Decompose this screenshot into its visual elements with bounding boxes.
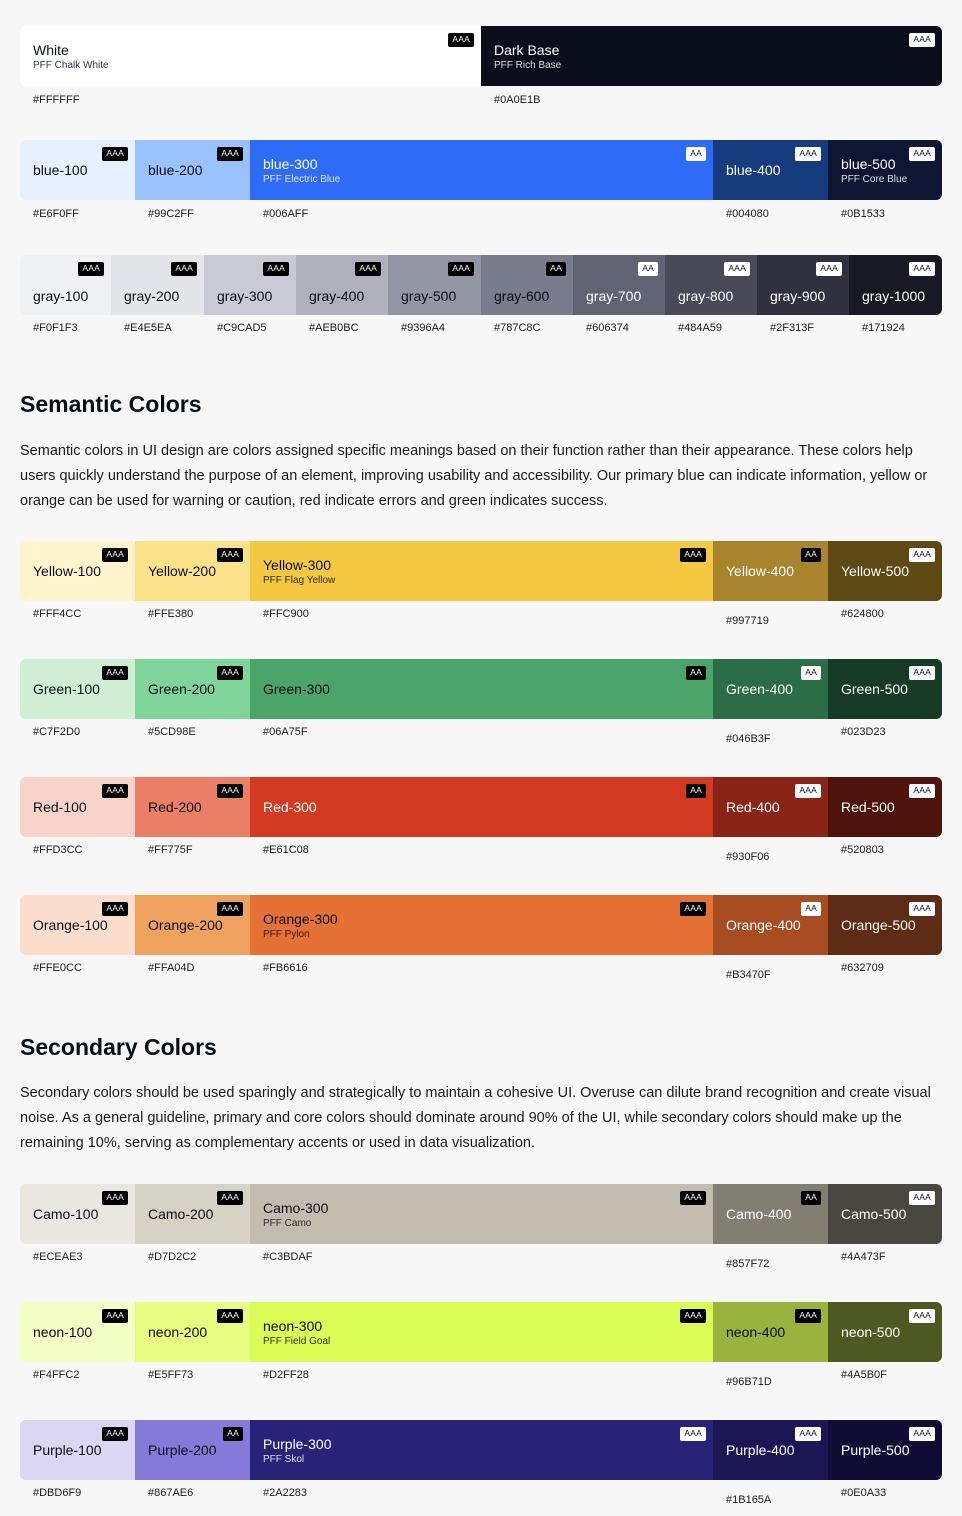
hex-code: #520803 [841, 844, 884, 856]
swatch-blue-500 [828, 140, 942, 200]
swatch-name: neon-100 [33, 1324, 93, 1340]
swatch-neon-500 [828, 1302, 942, 1362]
swatch-name: Purple-500 [841, 1442, 910, 1458]
swatch-dark base [481, 26, 942, 86]
swatch-gray-700 [573, 255, 665, 315]
swatch-name: Camo-200 [148, 1206, 214, 1222]
contrast-badge: AAA [909, 262, 935, 276]
swatch-blue-100 [20, 140, 135, 200]
swatch-name: Camo-400 [726, 1206, 792, 1222]
swatch-name: Yellow-200 [148, 563, 216, 579]
swatch-purple-500 [828, 1420, 942, 1480]
swatch-red-100 [20, 777, 135, 837]
swatch-name: Yellow-100 [33, 563, 101, 579]
swatch-gray-300 [204, 255, 296, 315]
swatch-name: Purple-200 [148, 1442, 217, 1458]
palette-blue [20, 140, 942, 200]
contrast-badge: AAA [448, 33, 474, 47]
swatch-name: Red-200 [148, 799, 202, 815]
contrast-badge: AA [801, 666, 821, 680]
swatch-camo-300 [250, 1184, 713, 1244]
swatch-name: blue-500 [841, 156, 896, 172]
swatch-name: Red-300 [263, 799, 317, 815]
palette-neon [20, 1302, 942, 1362]
contrast-badge: AAA [355, 262, 381, 276]
swatch-orange-300 [250, 895, 713, 955]
swatch-name: Red-500 [841, 799, 895, 815]
palette-green-hexes [20, 725, 942, 745]
contrast-badge: AAA [680, 1191, 706, 1205]
hex-code: #C9CAD5 [217, 322, 267, 334]
swatch-subtitle: PFF Field Goal [263, 1336, 331, 1347]
swatch-name: Orange-100 [33, 917, 108, 933]
hex-code: #2F313F [770, 322, 815, 334]
contrast-badge: AAA [795, 1427, 821, 1441]
swatch-white [20, 26, 481, 86]
contrast-badge: AAA [909, 784, 935, 798]
hex-code: #0B1533 [841, 208, 886, 220]
hex-code: #FFC900 [263, 608, 309, 620]
swatch-name: neon-300 [263, 1318, 323, 1334]
swatch-name: gray-900 [770, 288, 826, 304]
contrast-badge: AAA [217, 548, 243, 562]
swatch-subtitle: PFF Flag Yellow [263, 575, 336, 586]
contrast-badge: AAA [909, 1427, 935, 1441]
contrast-badge: AA [638, 262, 658, 276]
hex-code: #FFE380 [148, 608, 194, 620]
contrast-badge: AA [801, 548, 821, 562]
contrast-badge: AAA [217, 1191, 243, 1205]
contrast-badge: AAA [795, 784, 821, 798]
swatch-name: Green-100 [33, 681, 100, 697]
swatch-camo-100 [20, 1184, 135, 1244]
hex-code: #D7D2C2 [148, 1251, 197, 1263]
hex-code: #96B71D [726, 1376, 772, 1388]
swatch-orange-200 [135, 895, 250, 955]
contrast-badge: AAA [217, 784, 243, 798]
swatch-purple-300 [250, 1420, 713, 1480]
contrast-badge: AAA [724, 262, 750, 276]
swatch-name: Purple-100 [33, 1442, 102, 1458]
palette-blue-hexes [20, 207, 942, 221]
swatch-purple-200 [135, 1420, 250, 1480]
hex-code: #787C8C [494, 322, 541, 334]
swatch-name: Orange-400 [726, 917, 801, 933]
hex-code: #9396A4 [401, 322, 446, 334]
secondary-colors-description: Secondary colors should be used sparingly and strategically to maintain a cohesive UI. Overuse can dilute brand recognition and create visual noise. As a general guideline, primary and core colors should dominate around 90% of the UI, while secondary colors should make up the remaining 10%, serving as complementary accents or used in data visualization. [20, 1085, 931, 1151]
swatch-name: Orange-300 [263, 911, 338, 927]
hex-code: #997719 [726, 615, 769, 627]
hex-code: #C7F2D0 [33, 726, 81, 738]
hex-code: #ECEAE3 [33, 1251, 83, 1263]
swatch-yellow-500 [828, 541, 942, 601]
hex-code: #FFA04D [148, 962, 195, 974]
swatch-orange-100 [20, 895, 135, 955]
semantic-colors-heading: Semantic Colors [20, 391, 202, 417]
swatch-name: gray-200 [124, 288, 180, 304]
swatch-gray-100 [20, 255, 111, 315]
swatch-name: gray-400 [309, 288, 365, 304]
swatch-name: Yellow-400 [726, 563, 794, 579]
contrast-badge: AAA [217, 666, 243, 680]
swatch-name: neon-400 [726, 1324, 786, 1340]
contrast-badge: AAA [217, 902, 243, 916]
hex-code: #2A2283 [263, 1487, 308, 1499]
hex-code: #1B165A [726, 1494, 772, 1506]
hex-code: #FFF4CC [33, 608, 82, 620]
swatch-orange-500 [828, 895, 942, 955]
swatch-yellow-400 [713, 541, 828, 601]
hex-code: #0E0A33 [841, 1487, 887, 1499]
swatch-neon-100 [20, 1302, 135, 1362]
semantic-colors-description: Semantic colors in UI design are colors assigned specific meanings based on their function rather than their appearance. These colors help users quickly understand the purpose of an element, improving usability and accessibility. Our primary blue can indicate information, yellow or orange can be used for warning or caution, red indicate errors and green indicates success. [20, 443, 928, 509]
swatch-name: Camo-500 [841, 1206, 907, 1222]
swatch-name: Red-100 [33, 799, 87, 815]
contrast-badge: AAA [795, 1309, 821, 1323]
contrast-badge: AAA [78, 262, 104, 276]
swatch-name: blue-100 [33, 162, 88, 178]
swatch-name: gray-1000 [862, 288, 926, 304]
swatch-purple-100 [20, 1420, 135, 1480]
palette-purple-hexes [20, 1486, 942, 1506]
contrast-badge: AAA [909, 1191, 935, 1205]
swatch-name: Green-400 [726, 681, 793, 697]
hex-code: #4A5B0F [841, 1369, 887, 1381]
swatch-name: blue-400 [726, 162, 781, 178]
contrast-badge: AAA [102, 666, 128, 680]
swatch-green-100 [20, 659, 135, 719]
contrast-badge: AAA [909, 147, 935, 161]
contrast-badge: AAA [680, 548, 706, 562]
palette-orange-hexes [20, 961, 942, 981]
swatch-gray-800 [665, 255, 757, 315]
swatch-name: Green-200 [148, 681, 215, 697]
swatch-name: gray-300 [217, 288, 273, 304]
swatch-green-200 [135, 659, 250, 719]
swatch-subtitle: PFF Rich Base [494, 60, 562, 71]
swatch-camo-400 [713, 1184, 828, 1244]
hex-code: #E4E5EA [124, 322, 172, 334]
contrast-badge: AAA [909, 666, 935, 680]
swatch-subtitle: PFF Camo [263, 1218, 312, 1229]
hex-code: #606374 [586, 322, 629, 334]
palette-purple [20, 1420, 942, 1480]
palette-camo-hexes [20, 1250, 942, 1270]
swatch-name: Orange-500 [841, 917, 916, 933]
swatch-name: Purple-300 [263, 1436, 332, 1452]
contrast-badge: AAA [102, 1191, 128, 1205]
hex-code: #5CD98E [148, 726, 196, 738]
hex-code: #624800 [841, 608, 884, 620]
swatch-green-500 [828, 659, 942, 719]
hex-code: #06A75F [263, 726, 308, 738]
hex-code: #867AE6 [148, 1487, 194, 1499]
hex-code: #D2FF28 [263, 1369, 309, 1381]
palette-orange [20, 895, 942, 955]
swatch-blue-400 [713, 140, 828, 200]
swatch-green-400 [713, 659, 828, 719]
contrast-badge: AA [801, 1191, 821, 1205]
swatch-neon-300 [250, 1302, 713, 1362]
contrast-badge: AA [801, 902, 821, 916]
swatch-name: neon-500 [841, 1324, 901, 1340]
palette-base-hexes [20, 93, 942, 107]
contrast-badge: AAA [909, 33, 935, 47]
contrast-badge: AAA [263, 262, 289, 276]
swatch-subtitle: PFF Chalk White [33, 60, 109, 71]
contrast-badge: AAA [680, 902, 706, 916]
hex-code: #930F06 [726, 851, 770, 863]
hex-code: #F0F1F3 [33, 322, 78, 334]
palette-gray-hexes [20, 321, 942, 335]
palette-yellow [20, 541, 942, 601]
swatch-green-300 [250, 659, 713, 719]
contrast-badge: AAA [680, 1309, 706, 1323]
palette-neon-hexes [20, 1368, 942, 1388]
palette-gray [20, 255, 942, 315]
swatch-red-300 [250, 777, 713, 837]
contrast-badge: AAA [102, 784, 128, 798]
contrast-badge: AAA [909, 1309, 935, 1323]
swatch-name: Dark Base [494, 42, 560, 58]
palette-green [20, 659, 942, 719]
hex-code: #023D23 [841, 726, 886, 738]
contrast-badge: AAA [680, 1427, 706, 1441]
contrast-badge: AAA [816, 262, 842, 276]
hex-code: #AEB0BC [309, 322, 359, 334]
palette-red-hexes [20, 843, 942, 863]
hex-code: #FF775F [148, 844, 193, 856]
swatch-name: blue-300 [263, 156, 318, 172]
swatch-purple-400 [713, 1420, 828, 1480]
hex-code: #C3BDAF [263, 1251, 313, 1263]
swatch-yellow-100 [20, 541, 135, 601]
swatch-red-400 [713, 777, 828, 837]
contrast-badge: AAA [102, 1309, 128, 1323]
swatch-subtitle: PFF Electric Blue [263, 174, 341, 185]
swatch-name: gray-500 [401, 288, 457, 304]
swatch-name: gray-100 [33, 288, 89, 304]
swatch-name: White [33, 42, 69, 58]
hex-code: #484A59 [678, 322, 723, 334]
contrast-badge: AA [546, 262, 566, 276]
hex-code: #046B3F [726, 733, 771, 745]
contrast-badge: AAA [102, 147, 128, 161]
swatch-gray-500 [388, 255, 481, 315]
swatch-name: Orange-200 [148, 917, 223, 933]
swatch-red-200 [135, 777, 250, 837]
swatch-yellow-300 [250, 541, 713, 601]
contrast-badge: AA [686, 666, 706, 680]
contrast-badge: AAA [102, 1427, 128, 1441]
swatch-name: Camo-300 [263, 1200, 329, 1216]
contrast-badge: AAA [171, 262, 197, 276]
hex-code: #857F72 [726, 1258, 770, 1270]
swatch-orange-400 [713, 895, 828, 955]
contrast-badge: AA [686, 147, 706, 161]
hex-code: #FFFFFF [33, 94, 80, 106]
palette-red [20, 777, 942, 837]
swatch-camo-200 [135, 1184, 250, 1244]
contrast-badge: AAA [217, 1309, 243, 1323]
swatch-name: Red-400 [726, 799, 780, 815]
swatch-red-500 [828, 777, 942, 837]
swatch-subtitle: PFF Pylon [263, 929, 310, 940]
hex-code: #E6F0FF [33, 208, 79, 220]
swatch-gray-1000 [849, 255, 942, 315]
contrast-badge: AAA [102, 548, 128, 562]
contrast-badge: AAA [102, 902, 128, 916]
swatch-neon-200 [135, 1302, 250, 1362]
swatch-name: blue-200 [148, 162, 203, 178]
palette-base [20, 26, 942, 86]
swatch-neon-400 [713, 1302, 828, 1362]
swatch-name: Yellow-300 [263, 557, 331, 573]
hex-code: #E5FF73 [148, 1369, 194, 1381]
hex-code: #632709 [841, 962, 884, 974]
contrast-badge: AA [223, 1427, 243, 1441]
hex-code: #99C2FF [148, 208, 194, 220]
swatch-name: gray-700 [586, 288, 642, 304]
swatch-name: neon-200 [148, 1324, 208, 1340]
hex-code: #171924 [862, 322, 905, 334]
hex-code: #B3470F [726, 969, 771, 981]
contrast-badge: AAA [795, 147, 821, 161]
swatch-name: gray-800 [678, 288, 734, 304]
swatch-name: gray-600 [494, 288, 550, 304]
hex-code: #DBD6F9 [33, 1487, 82, 1499]
contrast-badge: AAA [909, 902, 935, 916]
contrast-badge: AAA [217, 147, 243, 161]
hex-code: #FFD3CC [33, 844, 83, 856]
swatch-camo-500 [828, 1184, 942, 1244]
contrast-badge: AAA [448, 262, 474, 276]
swatch-name: Yellow-500 [841, 563, 909, 579]
swatch-gray-600 [481, 255, 573, 315]
swatch-gray-900 [757, 255, 849, 315]
swatch-gray-400 [296, 255, 388, 315]
palette-yellow-hexes [20, 607, 942, 627]
swatch-yellow-200 [135, 541, 250, 601]
hex-code: #004080 [726, 208, 769, 220]
hex-code: #006AFF [263, 208, 309, 220]
secondary-colors-heading: Secondary Colors [20, 1034, 217, 1060]
swatch-name: Purple-400 [726, 1442, 795, 1458]
swatch-name: Green-300 [263, 681, 330, 697]
swatch-gray-200 [111, 255, 204, 315]
hex-code: #4A473F [841, 1251, 886, 1263]
hex-code: #F4FFC2 [33, 1369, 80, 1381]
hex-code: #0A0E1B [494, 94, 541, 106]
swatch-blue-200 [135, 140, 250, 200]
palette-camo [20, 1184, 942, 1244]
contrast-badge: AAA [909, 548, 935, 562]
contrast-badge: AA [686, 784, 706, 798]
hex-code: #FFE0CC [33, 962, 82, 974]
swatch-name: Camo-100 [33, 1206, 99, 1222]
hex-code: #E61C08 [263, 844, 309, 856]
swatch-subtitle: PFF Skol [263, 1454, 305, 1465]
swatch-subtitle: PFF Core Blue [841, 174, 908, 185]
swatch-blue-300 [250, 140, 713, 200]
hex-code: #FB6616 [263, 962, 308, 974]
swatch-name: Green-500 [841, 681, 908, 697]
